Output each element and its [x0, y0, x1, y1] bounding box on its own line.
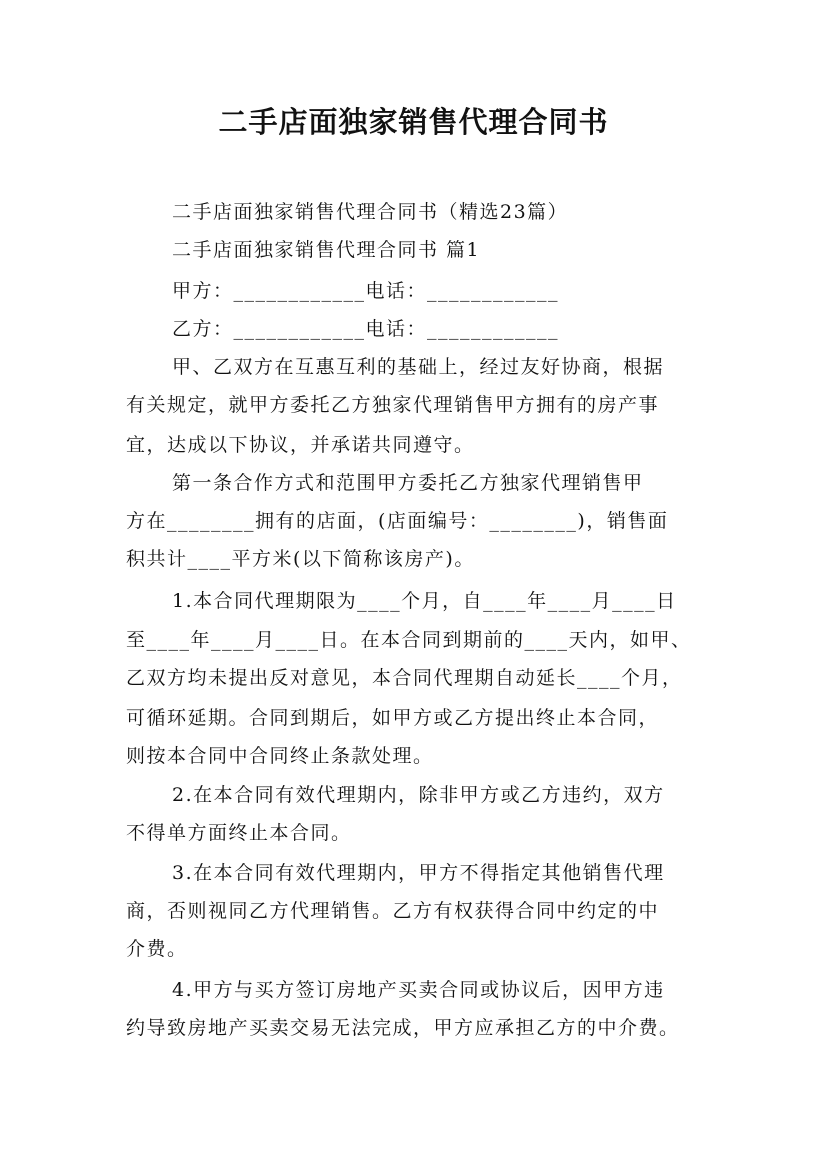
paragraph-line: 有关规定，就甲方委托乙方独家代理销售甲方拥有的房产事 — [126, 394, 660, 416]
party-a-line: 甲方：____________电话：____________ — [172, 280, 560, 302]
paragraph-line: 不得单方面终止本合同。 — [126, 822, 352, 844]
paragraph-line: 1.本合同代理期限为____个月，自____年____月____日 — [172, 590, 677, 612]
paragraph-line: 第一条合作方式和范围甲方委托乙方独家代理销售甲 — [172, 472, 644, 494]
paragraph-line: 可循环延期。合同到期后，如甲方或乙方提出终止本合同， — [126, 707, 660, 729]
paragraph-line: 甲、乙双方在互惠互利的基础上，经过友好协商，根据 — [172, 356, 665, 378]
paragraph-line: 约导致房地产买卖交易无法完成，甲方应承担乙方的中介费。 — [126, 1017, 680, 1039]
paragraph-line: 介费。 — [126, 938, 188, 960]
paragraph-line: 则按本合同中合同终止条款处理。 — [126, 745, 434, 767]
paragraph-line: 商，否则视同乙方代理销售。乙方有权获得合同中约定的中 — [126, 900, 660, 922]
paragraph-line: 2.在本合同有效代理期内，除非甲方或乙方违约，双方 — [172, 784, 665, 806]
paragraph-line: 宜，达成以下协议，并承诺共同遵守。 — [126, 434, 475, 456]
paragraph-line: 4.甲方与买方签订房地产买卖合同或协议后，因甲方违 — [172, 979, 665, 1001]
paragraph-line: 方在________拥有的店面，(店面编号：________)，销售面 — [126, 510, 669, 532]
paragraph-line: 至____年____月____日。在本合同到期前的____天内，如甲、 — [126, 629, 692, 651]
paragraph-line: 积共计____平方米(以下简称该房产)。 — [126, 548, 475, 570]
subtitle-line: 二手店面独家销售代理合同书（精选23篇） — [172, 201, 569, 223]
party-b-line: 乙方：____________电话：____________ — [172, 318, 560, 340]
paragraph-line: 3.在本合同有效代理期内，甲方不得指定其他销售代理 — [172, 862, 665, 884]
document-title: 二手店面独家销售代理合同书 — [218, 105, 609, 139]
paragraph-line: 乙双方均未提出反对意见，本合同代理期自动延长____个月， — [126, 667, 683, 689]
section-heading: 二手店面独家销售代理合同书 篇1 — [172, 239, 481, 261]
